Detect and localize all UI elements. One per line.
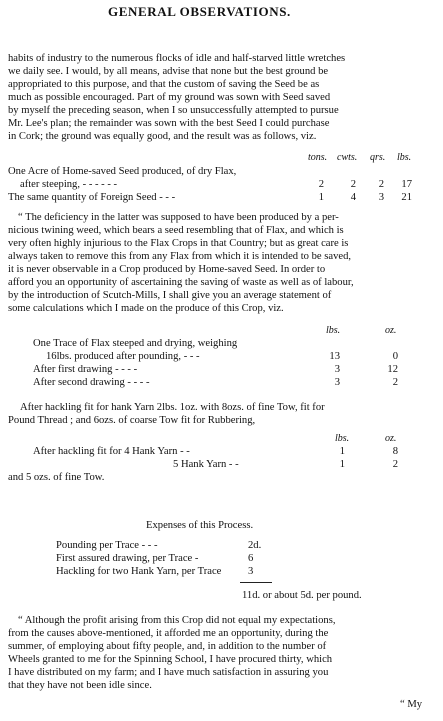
text-line: that they have not been idle since. <box>8 680 152 691</box>
column-header: oz. <box>385 433 397 444</box>
expense-total: 11d. or about 5d. per pound. <box>242 590 362 601</box>
text-line: appropriated to this purpose, and that the custom of saving the Seed be as <box>8 79 320 90</box>
text-line: we daily see. I would, by all means, advise that none but the best ground be <box>8 66 329 77</box>
text-line: habits of industry to the numerous flocks of idle and half-starved little wretches <box>8 53 346 64</box>
expense-label: First assured drawing, per Trace - <box>56 553 199 564</box>
table-cell: 3 <box>334 377 340 388</box>
expense-value: 2d. <box>248 540 262 551</box>
page-header: GENERAL OBSERVATIONS. <box>108 4 291 19</box>
text-line: some calculations which I made on the produce of this Crop, viz. <box>8 303 284 314</box>
column-header: tons. <box>308 152 328 163</box>
table-cell: 1 <box>339 459 345 470</box>
text-line: “ The deficiency in the latter was supposed to have been produced by a per- <box>18 212 339 223</box>
table-row-label: One Trace of Flax steeped and drying, weighing <box>33 338 238 349</box>
table-cell: 2 <box>318 179 324 190</box>
expense-label: Pounding per Trace - - - <box>56 540 158 551</box>
table-cell: 2 <box>392 377 398 388</box>
table-row-label: After first drawing - - - - <box>33 364 138 375</box>
column-header: lbs. <box>326 325 341 336</box>
table-cell: 0 <box>392 351 398 362</box>
text-line: Pound Thread ; and 6ozs. of coarse Tow fit for Rubbering, <box>8 415 256 426</box>
table-row-label: 5 Hank Yarn - - <box>173 459 239 470</box>
table-cell: 3 <box>378 192 384 203</box>
table-row-label: After hackling fit for 4 Hank Yarn - - <box>33 446 190 457</box>
table-cell: 1 <box>318 192 324 203</box>
table-cell: 21 <box>401 192 412 203</box>
text-line: by the introduction of Scutch-Mills, I shall give you an average statement of <box>8 290 332 301</box>
text-line: I have distributed on my farm; and I have much satisfaction in assuring you <box>8 667 329 678</box>
table-row-label: after steeping, - - - - - - <box>20 179 118 190</box>
table-row-label: After second drawing - - - - <box>33 377 150 388</box>
table-trailer: and 5 ozs. of fine Tow. <box>8 472 105 483</box>
expense-value: 6 <box>248 553 254 564</box>
table-cell: 2 <box>378 179 384 190</box>
text-line: Mr. Lee's plan; the remainder was sown with the best Seed I could purchase <box>8 118 330 129</box>
table-row-label: The same quantity of Foreign Seed - - - <box>8 192 176 203</box>
text-line: nicious twining weed, which bears a seed resembling that of Flax, and which is <box>8 225 344 236</box>
text-line: in Cork; the ground was equally good, and the result was as follows, viz. <box>8 131 317 142</box>
expense-label: Hackling for two Hank Yarn, per Trace <box>56 566 222 577</box>
text-line: Wheels granted to me for the Spinning School, I have procured thirty, which <box>8 654 333 665</box>
table-cell: 1 <box>339 446 345 457</box>
table-cell: 13 <box>329 351 340 362</box>
text-line: summer, of employing about fifty people, and, in addition to the number of <box>8 641 327 652</box>
expense-value: 3 <box>248 566 254 577</box>
column-header: qrs. <box>370 152 386 163</box>
text-line: it is never observable in a Crop produced by Home-saved Seed. In order to <box>8 264 326 275</box>
text-line: from the causes above-mentioned, it afforded me an opportunity, during the <box>8 628 329 639</box>
column-header: lbs. <box>335 433 350 444</box>
table-cell: 8 <box>392 446 398 457</box>
table-cell: 17 <box>401 179 412 190</box>
table-cell: 2 <box>392 459 398 470</box>
table-cell: 3 <box>334 364 340 375</box>
table-cell: 2 <box>350 179 356 190</box>
table-row-label: One Acre of Home-saved Seed produced, of dry Flax, <box>8 166 237 177</box>
catchword: “ My <box>400 699 423 710</box>
text-line: After hackling fit for hank Yarn 2lbs. 1oz. with 8ozs. of fine Tow, fit for <box>20 402 325 413</box>
section-heading: Expenses of this Process. <box>146 520 254 531</box>
text-line: “ Although the profit arising from this Crop did not equal my expectations, <box>18 615 336 626</box>
column-header: oz. <box>385 325 397 336</box>
column-header: lbs. <box>397 152 412 163</box>
text-line: by myself the preceding season, when I so unsuccessfully attempted to pursue <box>8 105 339 116</box>
total-rule <box>240 582 272 583</box>
column-header: cwts. <box>337 152 358 163</box>
table-cell: 4 <box>350 192 356 203</box>
table-cell: 12 <box>387 364 398 375</box>
text-line: always taken to remove this from any Flax from which it is intended to be saved, <box>8 251 352 262</box>
text-line: afford you an opportunity of ascertaining the saving of waste as well as of labour, <box>8 277 354 288</box>
table-row-label: 16lbs. produced after pounding, - - - <box>46 351 200 362</box>
text-line: very often highly injurious to the Flax Crops in that Country; but as great care is <box>8 238 349 249</box>
text-line: much as possible encouraged. Part of my ground was sown with Seed saved <box>8 92 331 103</box>
